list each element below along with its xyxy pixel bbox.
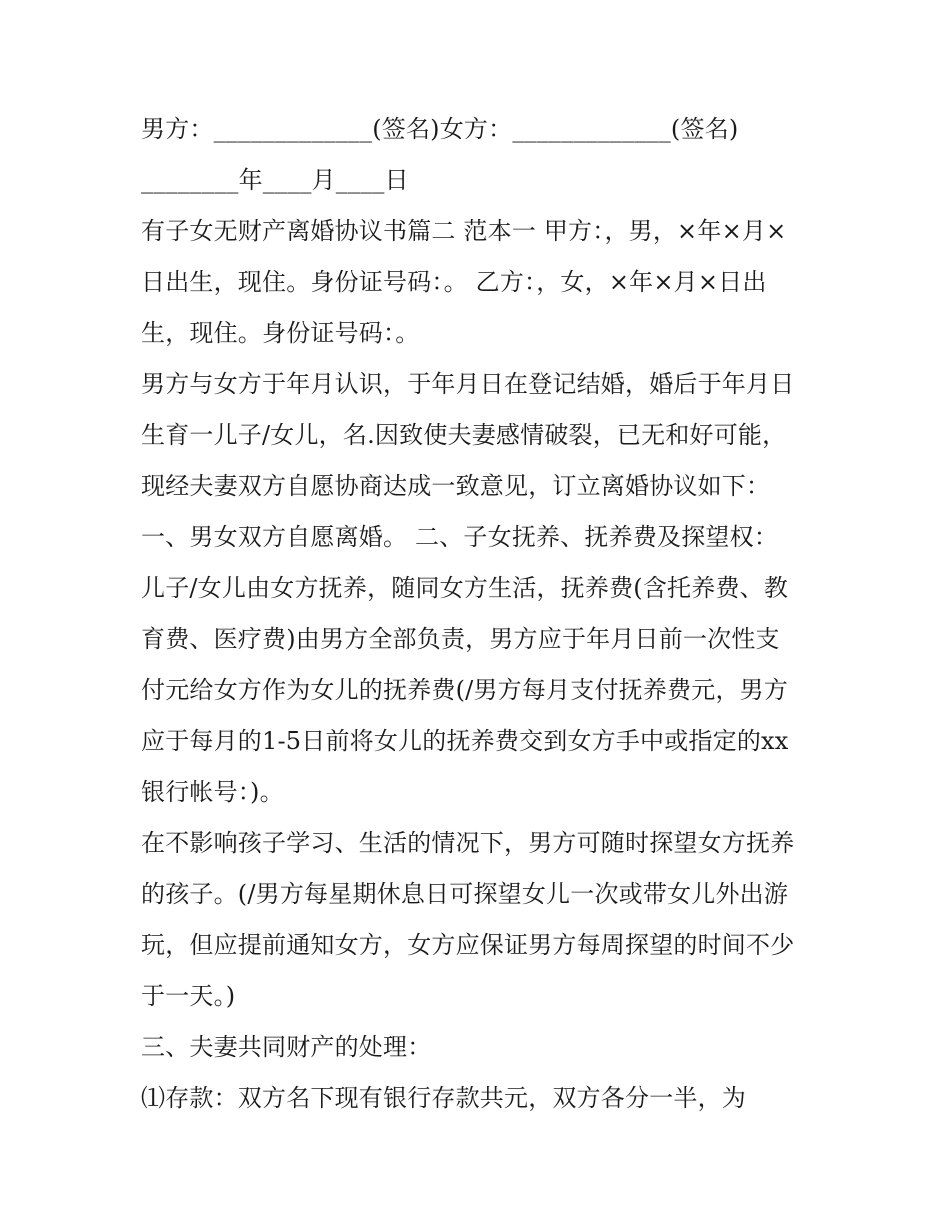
text-line: ⑴存款：双方名下现有银行存款共元，双方各分一半，为 bbox=[141, 1084, 746, 1112]
text-line: 男方与女方于年月认识，于年月日在登记结婚，婚后于年月日 bbox=[141, 370, 795, 398]
text-line: 银行帐号：)。 bbox=[141, 778, 284, 806]
signature-line: 男方：_____________(签名)女方：_____________(签名) bbox=[141, 115, 739, 143]
date-line: ________年____月____日 bbox=[141, 166, 409, 194]
text-line: 育费、医疗费)由男方全部负责，男方应于年月日前一次性支 bbox=[141, 625, 780, 653]
text-line: 玩，但应提前通知女方，女方应保证男方每周探望的时间不少 bbox=[141, 931, 795, 959]
text-line: 一、男女双方自愿离婚。 二、子女抚养、抚养费及探望权： bbox=[141, 523, 779, 551]
text-line: 日出生，现住。身份证号码：。 乙方：，女，×年×月×日出 bbox=[141, 268, 767, 296]
text-line: 有子女无财产离婚协议书篇二 范本一 甲方：，男，×年×月× bbox=[141, 217, 787, 245]
text-line: 儿子/女儿由女方抚养，随同女方生活，抚养费(含托养费、教 bbox=[141, 574, 789, 602]
text-line: 在不影响孩子学习、生活的情况下，男方可随时探望女方抚养 bbox=[141, 829, 795, 857]
section-heading: 三、夫妻共同财产的处理： bbox=[141, 1033, 432, 1061]
text-line: 于一天。) bbox=[141, 982, 236, 1010]
text-line: 现经夫妻双方自愿协商达成一致意见，订立离婚协议如下： bbox=[141, 472, 771, 500]
text-line: 生育一儿子/女儿，名.因致使夫妻感情破裂，已无和好可能， bbox=[141, 421, 787, 449]
text-line: 的孩子。(/男方每星期休息日可探望女儿一次或带女儿外出游 bbox=[141, 880, 789, 908]
text-line: 付元给女方作为女儿的抚养费(/男方每月支付抚养费元，男方 bbox=[141, 676, 789, 704]
text-line: 应于每月的1-5日前将女儿的抚养费交到女方手中或指定的xx bbox=[141, 727, 789, 755]
text-line: 生，现住。身份证号码：。 bbox=[141, 319, 420, 347]
